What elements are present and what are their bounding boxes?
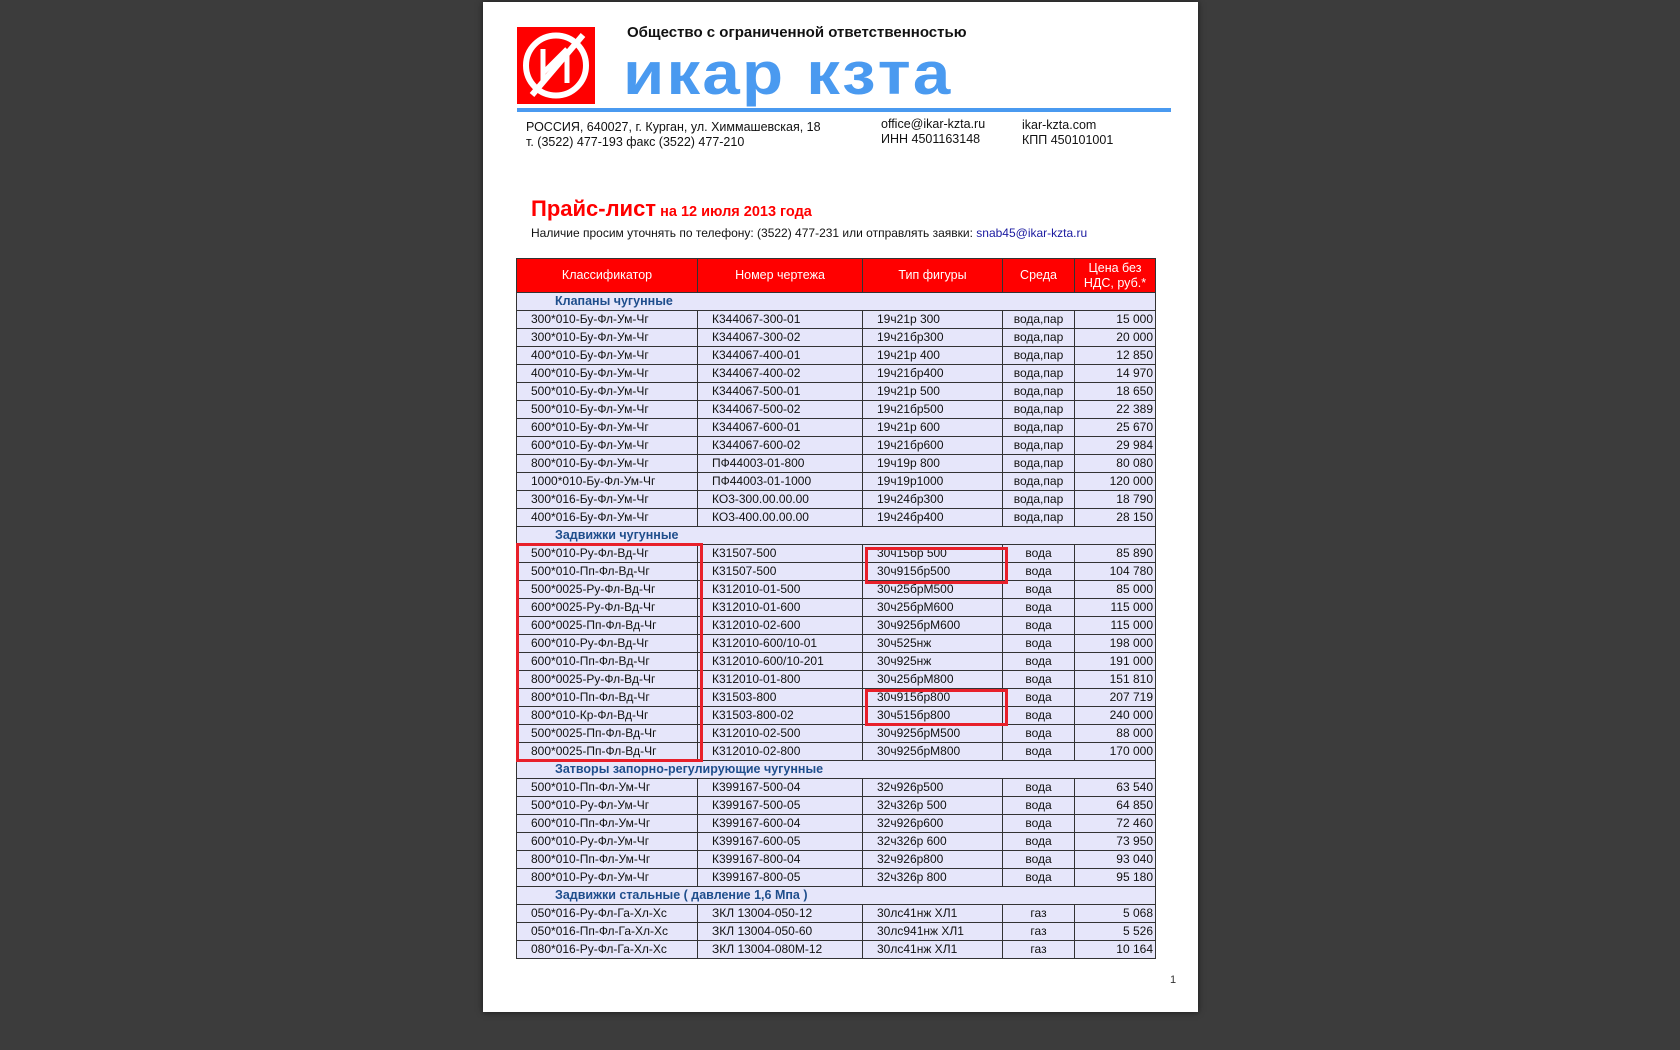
cell-drawing: ПФ44003-01-1000	[698, 473, 863, 491]
kpp-text: КПП 450101001	[1022, 133, 1114, 147]
cell-type: 30ч925брМ500	[863, 725, 1003, 743]
cell-medium: вода,пар	[1003, 473, 1075, 491]
cell-price: 72 460	[1075, 815, 1156, 833]
cell-drawing: ЗКЛ 13004-050-12	[698, 905, 863, 923]
table-row	[517, 311, 1156, 329]
cell-type: 19ч19р 800	[863, 455, 1003, 473]
cell-type: 32ч926р600	[863, 815, 1003, 833]
cell-type: 30ч525нж	[863, 635, 1003, 653]
cell-medium: вода	[1003, 725, 1075, 743]
cell-type: 19ч21р 500	[863, 383, 1003, 401]
cell-price: 95 180	[1075, 869, 1156, 887]
cell-type: 30лс41нж ХЛ1	[863, 941, 1003, 959]
page-number: 1	[1170, 974, 1177, 986]
cell-classifier: 050*016-Ру-Фл-Га-Хл-Хс	[517, 905, 698, 923]
website-link[interactable]: ikar-kzta.com	[1022, 118, 1097, 132]
cell-price: 18 790	[1075, 491, 1156, 509]
cell-drawing: КО3-300.00.00.00	[698, 491, 863, 509]
cell-type: 19ч21бр600	[863, 437, 1003, 455]
table-row	[517, 383, 1156, 401]
cell-medium: вода,пар	[1003, 437, 1075, 455]
cell-classifier: 500*010-Пп-Фл-Вд-Чг	[517, 563, 698, 581]
cell-medium: вода	[1003, 815, 1075, 833]
cell-drawing: К31503-800	[698, 689, 863, 707]
inn-text: ИНН 4501163148	[881, 132, 981, 146]
cell-classifier: 600*0025-Пп-Фл-Вд-Чг	[517, 617, 698, 635]
cell-price: 85 890	[1075, 545, 1156, 563]
cell-medium: вода,пар	[1003, 455, 1075, 473]
cell-medium: газ	[1003, 905, 1075, 923]
cell-classifier: 800*010-Кр-Фл-Вд-Чг	[517, 707, 698, 725]
table-header-row	[517, 259, 1156, 293]
cell-classifier: 300*016-Бу-Фл-Ум-Чг	[517, 491, 698, 509]
table-row	[517, 347, 1156, 365]
cell-drawing: К31503-800-02	[698, 707, 863, 725]
table-row	[517, 473, 1156, 491]
cell-price: 88 000	[1075, 725, 1156, 743]
cell-type: 30ч915бр500	[863, 563, 1003, 581]
cell-medium: вода,пар	[1003, 365, 1075, 383]
cell-price: 15 000	[1075, 311, 1156, 329]
cell-type: 30ч25брМ500	[863, 581, 1003, 599]
cell-medium: вода,пар	[1003, 401, 1075, 419]
cell-price: 64 850	[1075, 797, 1156, 815]
cell-price: 80 080	[1075, 455, 1156, 473]
highlight-box-classifier	[516, 543, 703, 762]
cell-type: 30ч515бр800	[863, 707, 1003, 725]
cell-type: 30ч25брМ600	[863, 599, 1003, 617]
cell-medium: вода	[1003, 671, 1075, 689]
cell-price: 20 000	[1075, 329, 1156, 347]
cell-medium: вода	[1003, 545, 1075, 563]
cell-classifier: 500*0025-Ру-Фл-Вд-Чг	[517, 581, 698, 599]
cell-type: 32ч926р500	[863, 779, 1003, 797]
cell-medium: вода	[1003, 743, 1075, 761]
cell-drawing: К399167-600-04	[698, 815, 863, 833]
section-row	[517, 293, 1156, 311]
cell-type: 32ч326р 500	[863, 797, 1003, 815]
cell-classifier: 050*016-Пп-Фл-Га-Хл-Хс	[517, 923, 698, 941]
address-block	[526, 120, 821, 150]
cell-price: 191 000	[1075, 653, 1156, 671]
org-type-text: Общество с ограниченной ответственностью	[627, 24, 967, 41]
cell-price: 28 150	[1075, 509, 1156, 527]
cell-type: 30ч25брМ800	[863, 671, 1003, 689]
cell-medium: вода,пар	[1003, 419, 1075, 437]
table-row	[517, 329, 1156, 347]
cell-medium: газ	[1003, 941, 1075, 959]
cell-price: 10 164	[1075, 941, 1156, 959]
cell-classifier: 800*010-Ру-Фл-Ум-Чг	[517, 869, 698, 887]
highlight-box-type-1	[865, 547, 1008, 584]
cell-drawing: К344067-300-02	[698, 329, 863, 347]
cell-price: 207 719	[1075, 689, 1156, 707]
table-row	[517, 365, 1156, 383]
cell-medium: вода	[1003, 635, 1075, 653]
cell-drawing: К344067-600-02	[698, 437, 863, 455]
cell-classifier: 800*0025-Пп-Фл-Вд-Чг	[517, 743, 698, 761]
section-title: Затворы запорно-регулирующие чугунные	[517, 761, 1156, 779]
table-row	[517, 419, 1156, 437]
cell-classifier: 500*010-Ру-Фл-Вд-Чг	[517, 545, 698, 563]
table-row	[517, 401, 1156, 419]
cell-drawing: К399167-800-04	[698, 851, 863, 869]
cell-type: 30лс41нж ХЛ1	[863, 905, 1003, 923]
page-title	[531, 196, 812, 225]
cell-type: 32ч326р 800	[863, 869, 1003, 887]
cell-medium: вода,пар	[1003, 329, 1075, 347]
brand-wordmark: икар кзта	[623, 40, 953, 107]
cell-medium: вода,пар	[1003, 491, 1075, 509]
cell-drawing: К344067-500-02	[698, 401, 863, 419]
col-header-type: Тип фигуры	[863, 259, 1003, 293]
cell-medium: вода	[1003, 599, 1075, 617]
col-header-drawing: Номер чертежа	[698, 259, 863, 293]
cell-classifier: 500*010-Бу-Фл-Ум-Чг	[517, 401, 698, 419]
order-email-link[interactable]: snab45@ikar-kzta.ru	[976, 226, 1088, 240]
cell-medium: вода,пар	[1003, 509, 1075, 527]
cell-classifier: 600*010-Бу-Фл-Ум-Чг	[517, 419, 698, 437]
cell-type: 30ч925нж	[863, 653, 1003, 671]
cell-medium: вода	[1003, 581, 1075, 599]
table-row	[517, 509, 1156, 527]
cell-price: 25 670	[1075, 419, 1156, 437]
cell-classifier: 400*016-Бу-Фл-Ум-Чг	[517, 509, 698, 527]
cell-type: 32ч926р800	[863, 851, 1003, 869]
cell-drawing: К399167-500-04	[698, 779, 863, 797]
cell-price: 198 000	[1075, 635, 1156, 653]
cell-classifier: 300*010-Бу-Фл-Ум-Чг	[517, 311, 698, 329]
cell-classifier: 600*010-Пп-Фл-Вд-Чг	[517, 653, 698, 671]
cell-drawing: К344067-400-01	[698, 347, 863, 365]
cell-drawing: ПФ44003-01-800	[698, 455, 863, 473]
cell-price: 85 000	[1075, 581, 1156, 599]
cell-type: 30ч925брМ800	[863, 743, 1003, 761]
website-block	[1022, 118, 1113, 148]
title-main: Прайс-лист	[531, 196, 657, 221]
cell-type: 19ч21р 600	[863, 419, 1003, 437]
cell-medium: вода,пар	[1003, 311, 1075, 329]
cell-medium: вода	[1003, 869, 1075, 887]
cell-type: 19ч21бр400	[863, 365, 1003, 383]
cell-classifier: 500*0025-Пп-Фл-Вд-Чг	[517, 725, 698, 743]
company-logo	[517, 27, 595, 104]
table-row	[517, 437, 1156, 455]
section-title: Задвижки стальные ( давление 1,6 Мпа )	[517, 887, 1156, 905]
cell-drawing: К399167-600-05	[698, 833, 863, 851]
cell-classifier: 080*016-Ру-Фл-Га-Хл-Хс	[517, 941, 698, 959]
cell-medium: вода	[1003, 707, 1075, 725]
table-row	[517, 779, 1156, 797]
table-row	[517, 815, 1156, 833]
cell-medium: газ	[1003, 923, 1075, 941]
cell-drawing: К31507-500	[698, 545, 863, 563]
table-row	[517, 851, 1156, 869]
table-row	[517, 455, 1156, 473]
cell-price: 104 780	[1075, 563, 1156, 581]
cell-classifier: 600*010-Ру-Фл-Ум-Чг	[517, 833, 698, 851]
cell-medium: вода,пар	[1003, 347, 1075, 365]
cell-type: 19ч21бр300	[863, 329, 1003, 347]
cell-drawing: К344067-600-01	[698, 419, 863, 437]
header-divider	[517, 108, 1171, 112]
cell-drawing: К312010-02-600	[698, 617, 863, 635]
cell-price: 22 389	[1075, 401, 1156, 419]
cell-classifier: 800*010-Пп-Фл-Ум-Чг	[517, 851, 698, 869]
cell-price: 115 000	[1075, 617, 1156, 635]
logo-emblem-icon	[517, 27, 595, 104]
cell-classifier: 300*010-Бу-Фл-Ум-Чг	[517, 329, 698, 347]
table-row	[517, 923, 1156, 941]
cell-classifier: 1000*010-Бу-Фл-Ум-Чг	[517, 473, 698, 491]
cell-price: 170 000	[1075, 743, 1156, 761]
cell-drawing: К344067-300-01	[698, 311, 863, 329]
cell-medium: вода	[1003, 851, 1075, 869]
cell-drawing: К344067-400-02	[698, 365, 863, 383]
cell-medium: вода	[1003, 563, 1075, 581]
cell-classifier: 600*0025-Ру-Фл-Вд-Чг	[517, 599, 698, 617]
address-line: РОССИЯ, 640027, г. Курган, ул. Химмашевская, 18	[526, 120, 821, 134]
cell-medium: вода	[1003, 617, 1075, 635]
cell-type: 19ч21р 300	[863, 311, 1003, 329]
cell-price: 12 850	[1075, 347, 1156, 365]
cell-drawing: К399167-800-05	[698, 869, 863, 887]
cell-classifier: 800*010-Бу-Фл-Ум-Чг	[517, 455, 698, 473]
highlight-box-type-2	[865, 689, 1008, 726]
table-row	[517, 941, 1156, 959]
cell-medium: вода	[1003, 797, 1075, 815]
col-header-medium: Среда	[1003, 259, 1075, 293]
cell-price: 14 970	[1075, 365, 1156, 383]
cell-drawing: ЗКЛ 13004-080М-12	[698, 941, 863, 959]
table-row	[517, 491, 1156, 509]
cell-price: 18 650	[1075, 383, 1156, 401]
cell-type: 19ч24бр400	[863, 509, 1003, 527]
cell-classifier: 600*010-Бу-Фл-Ум-Чг	[517, 437, 698, 455]
section-row	[517, 527, 1156, 545]
cell-drawing: К344067-500-01	[698, 383, 863, 401]
email-link[interactable]: office@ikar-kzta.ru	[881, 117, 986, 131]
col-header-price: Цена без НДС, руб.*	[1075, 259, 1156, 293]
cell-price: 63 540	[1075, 779, 1156, 797]
cell-price: 5 068	[1075, 905, 1156, 923]
cell-type: 19ч21бр500	[863, 401, 1003, 419]
cell-drawing: К312010-600/10-01	[698, 635, 863, 653]
availability-note	[531, 226, 1087, 241]
cell-drawing: К312010-01-800	[698, 671, 863, 689]
cell-classifier: 500*010-Бу-Фл-Ум-Чг	[517, 383, 698, 401]
cell-medium: вода	[1003, 653, 1075, 671]
table-row	[517, 905, 1156, 923]
cell-type: 19ч21р 400	[863, 347, 1003, 365]
cell-price: 5 526	[1075, 923, 1156, 941]
cell-classifier: 500*010-Ру-Фл-Ум-Чг	[517, 797, 698, 815]
cell-drawing: К31507-500	[698, 563, 863, 581]
cell-medium: вода,пар	[1003, 383, 1075, 401]
table-row	[517, 833, 1156, 851]
cell-classifier: 800*010-Пп-Фл-Вд-Чг	[517, 689, 698, 707]
cell-type: 30ч15бр 500	[863, 545, 1003, 563]
table-row	[517, 797, 1156, 815]
cell-price: 151 810	[1075, 671, 1156, 689]
cell-type: 30ч915бр800	[863, 689, 1003, 707]
cell-type: 19ч24бр300	[863, 491, 1003, 509]
cell-medium: вода	[1003, 689, 1075, 707]
section-row	[517, 761, 1156, 779]
cell-type: 30лс941нж ХЛ1	[863, 923, 1003, 941]
cell-drawing: ЗКЛ 13004-050-60	[698, 923, 863, 941]
cell-drawing: К312010-02-800	[698, 743, 863, 761]
cell-classifier: 500*010-Пп-Фл-Ум-Чг	[517, 779, 698, 797]
note-text: Наличие просим уточнять по телефону: (3522) 477-231 или отправлять заявки:	[531, 226, 977, 240]
phone-line: т. (3522) 477-193 факс (3522) 477-210	[526, 135, 745, 149]
cell-drawing: К312010-01-500	[698, 581, 863, 599]
section-title: Клапаны чугунные	[517, 293, 1156, 311]
cell-classifier: 600*010-Пп-Фл-Ум-Чг	[517, 815, 698, 833]
contact-block	[881, 117, 985, 147]
section-row	[517, 887, 1156, 905]
cell-drawing: К312010-01-600	[698, 599, 863, 617]
document-page	[483, 2, 1198, 1012]
section-title: Задвижки чугунные	[517, 527, 1156, 545]
cell-classifier: 400*010-Бу-Фл-Ум-Чг	[517, 347, 698, 365]
cell-classifier: 600*010-Ру-Фл-Вд-Чг	[517, 635, 698, 653]
cell-medium: вода	[1003, 779, 1075, 797]
title-date: на 12 июля 2013 года	[656, 204, 812, 220]
cell-type: 32ч326р 600	[863, 833, 1003, 851]
col-header-classifier: Классификатор	[517, 259, 698, 293]
cell-price: 73 950	[1075, 833, 1156, 851]
cell-price: 115 000	[1075, 599, 1156, 617]
cell-classifier: 400*010-Бу-Фл-Ум-Чг	[517, 365, 698, 383]
cell-type: 30ч925брМ600	[863, 617, 1003, 635]
cell-price: 120 000	[1075, 473, 1156, 491]
table-row	[517, 869, 1156, 887]
cell-price: 93 040	[1075, 851, 1156, 869]
cell-drawing: КО3-400.00.00.00	[698, 509, 863, 527]
cell-drawing: К312010-600/10-201	[698, 653, 863, 671]
cell-classifier: 800*0025-Ру-Фл-Вд-Чг	[517, 671, 698, 689]
cell-price: 29 984	[1075, 437, 1156, 455]
cell-drawing: К399167-500-05	[698, 797, 863, 815]
cell-medium: вода	[1003, 833, 1075, 851]
cell-drawing: К312010-02-500	[698, 725, 863, 743]
cell-type: 19ч19р1000	[863, 473, 1003, 491]
cell-price: 240 000	[1075, 707, 1156, 725]
